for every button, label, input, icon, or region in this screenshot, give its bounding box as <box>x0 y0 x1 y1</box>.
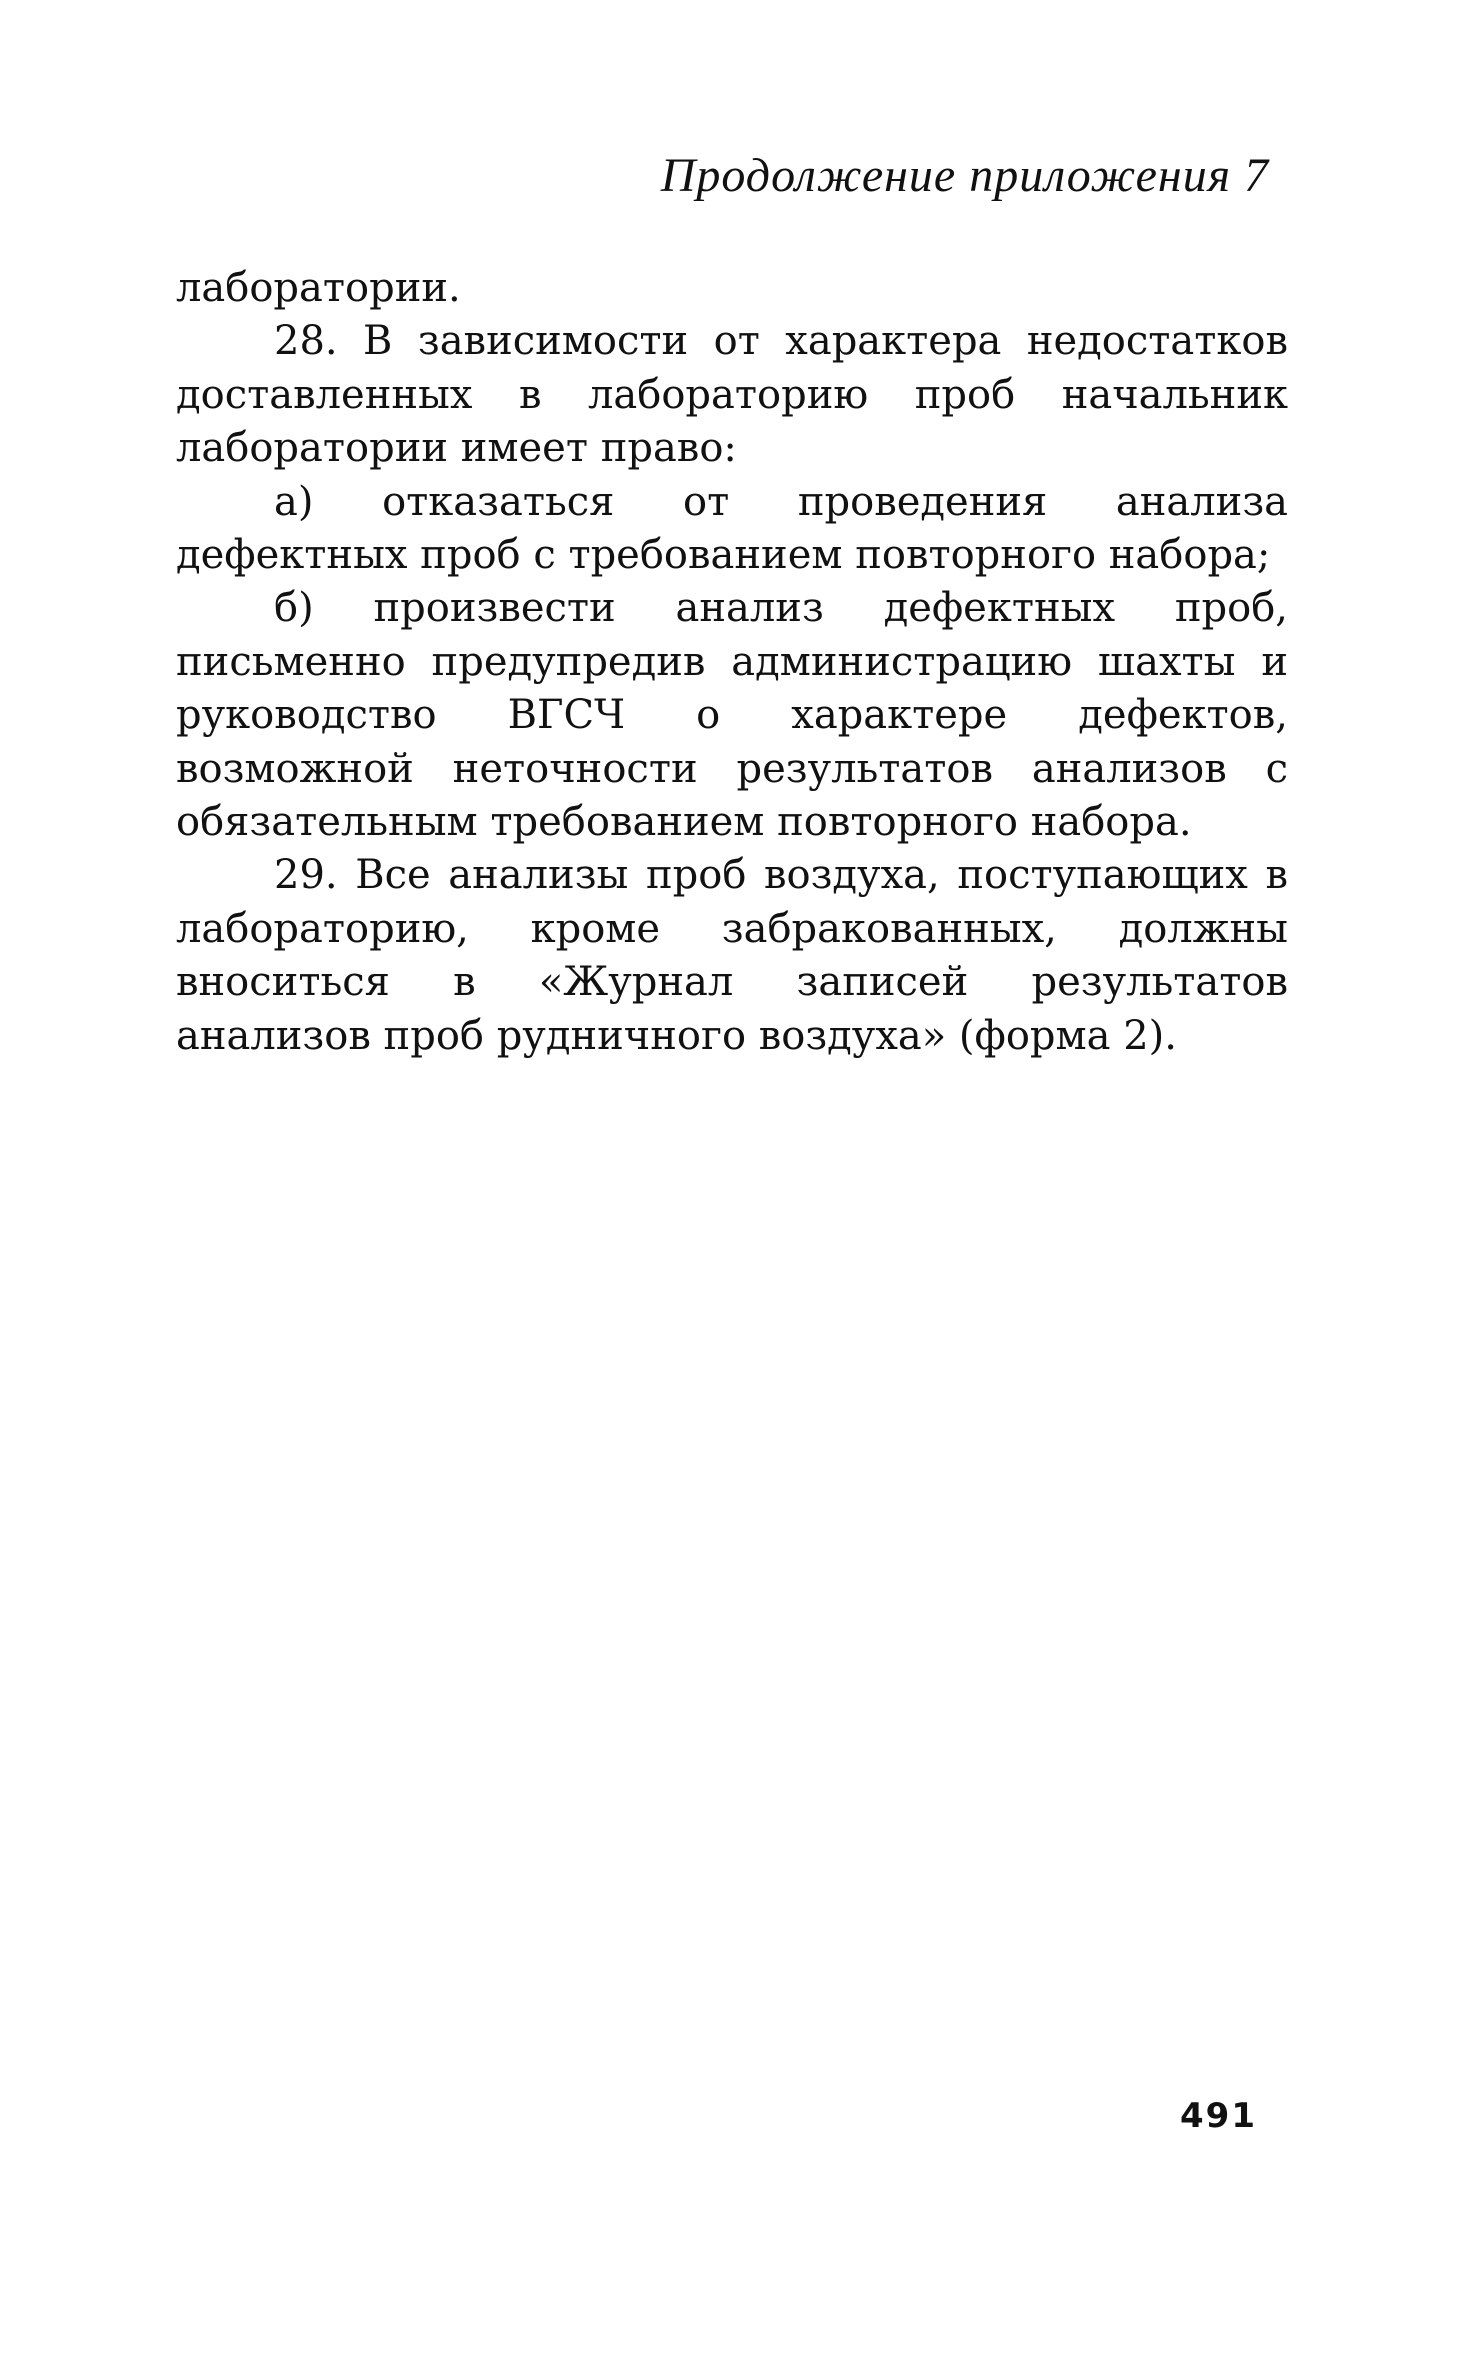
running-head: Продолжение приложения 7 <box>660 149 1269 202</box>
paragraph-28-b: б) произвести анализ дефектных проб, письменно предупредив администрацию шахты и руководство ВГСЧ о характере дефектов, возможной неточности результатов анализов с обязательным требованием повторного набора. <box>176 585 1288 846</box>
paragraph-28-a: а) отказаться от проведения анализа дефектных проб с требованием повторного набора; <box>176 478 1288 579</box>
paragraph-29: 29. Все анализы проб воздуха, поступающих в лабораторию, кроме забракованных, должны вноситься в «Журнал записей результатов анализов проб рудничного воздуха» (форма 2). <box>176 852 1288 1059</box>
paragraph-28: 28. В зависимости от характера недостатков доставленных в лабораторию проб начальник лаборатории имеет право: <box>176 318 1288 472</box>
paragraph-continuation: лаборатории. <box>176 265 461 311</box>
body-text <box>176 262 1288 1063</box>
page-number: 491 <box>1180 2096 1257 2136</box>
